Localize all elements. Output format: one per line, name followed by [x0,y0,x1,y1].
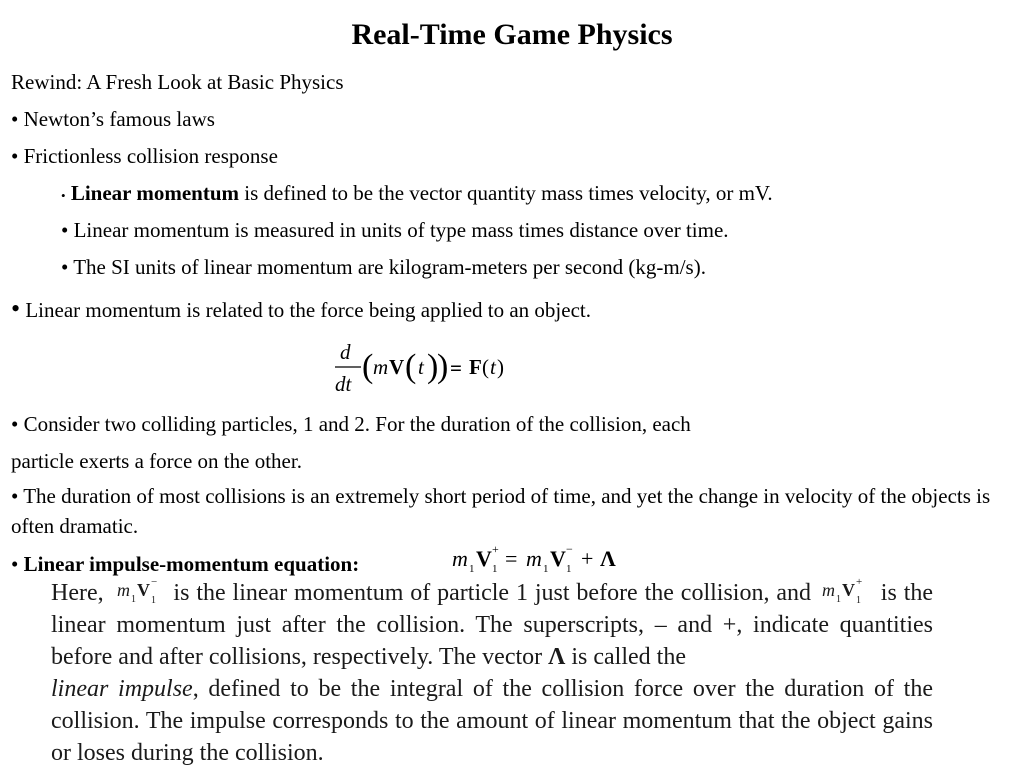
excerpt-part-1: is the linear momentum of particle 1 just before the collision, and [173,580,812,606]
momentum-after-symbol [818,576,874,608]
bullet-frictionless [11,143,278,169]
sub-bullet-momentum-units [61,217,729,243]
bullet-marker: • [11,144,19,168]
svg-text:t: t [418,355,424,379]
momentum-before-symbol [111,576,167,608]
svg-text:(: ( [362,348,374,385]
sub-bullet-si-units [61,254,706,280]
svg-text:1: 1 [492,563,498,575]
bullet-marker: • [61,255,69,279]
excerpt-part-4: , defined to be the integral of the collision force over the duration of the collision. The impulse corresponds to the amount of linear momentum that the object gains or loses during the collision. [51,676,933,766]
svg-text:V: V [389,355,405,379]
bullet-marker: • [61,188,66,203]
bullet-marker: • [11,552,19,576]
linear-momentum-term: Linear momentum [70,181,239,205]
svg-text:F: F [469,355,482,379]
bullet-newton [11,106,215,132]
impulse-momentum-equation [450,542,660,576]
svg-text:1: 1 [130,594,136,605]
bullet-impulse [11,551,359,577]
svg-text:−: − [150,576,157,588]
bullet-colliding-text: Consider two colliding particles, 1 and 2. For the duration of the collision, each [23,412,691,436]
impulse-symbol-inline: Λ [548,644,566,670]
svg-text:d: d [340,340,351,364]
sub-bullet-2-text: Linear momentum is measured in units of type mass times distance over time. [73,218,729,242]
svg-text:(: ( [405,348,417,385]
impulse-symbol: Λ [600,546,616,571]
svg-text:1: 1 [469,563,475,575]
bullet-marker: • [11,294,21,323]
svg-text:m: m [373,355,389,379]
section-heading: Rewind: A Fresh Look at Basic Physics [11,70,344,94]
sub-bullet-momentum-definition [61,180,773,209]
sub-bullet-3-text: The SI units of linear momentum are kilogram-meters per second (kg-m/s). [73,255,706,279]
svg-text:V: V [550,546,566,571]
bullet-force [11,296,591,323]
sub-bullet-1-text: is defined to be the vector quantity mass times velocity, or mV. [239,181,773,205]
svg-text:m: m [116,580,130,600]
momentum-force-equation [334,340,524,400]
svg-text:+: + [855,576,863,588]
linear-impulse-term: linear impulse [51,676,193,702]
svg-text:V: V [476,546,492,571]
bullet-impulse-label: Linear impulse-momentum equation: [23,552,360,576]
svg-text:1: 1 [150,595,156,606]
svg-text:): ) [437,348,449,385]
svg-text:m: m [452,546,468,571]
bullet-duration [11,481,1001,541]
bullet-marker: • [61,218,69,242]
svg-text:(: ( [482,355,489,379]
excerpt-here: Here, [51,580,104,606]
svg-text:=: = [505,546,518,571]
svg-text:): ) [497,355,504,379]
bullet-colliding-continued: particle exerts a force on the other. [11,449,302,473]
svg-text:V: V [136,580,150,600]
svg-text:1: 1 [566,563,572,575]
bullet-colliding [11,406,1001,480]
bullet-force-text: Linear momentum is related to the force being applied to an object. [25,298,591,322]
svg-text:t: t [490,355,496,379]
svg-text:1: 1 [835,594,841,605]
bullet-marker: • [11,107,19,131]
svg-text:): ) [427,348,439,385]
bullet-marker: • [11,484,19,508]
svg-text:−: − [566,542,573,556]
svg-text:=: = [450,356,462,380]
bullet-newton-text: Newton’s famous laws [23,107,215,131]
textbook-excerpt [51,576,933,769]
excerpt-part-3: is called the [571,644,686,670]
svg-text:m: m [821,580,835,600]
excerpt-part-2: is the linear momentum just after the collision. The superscripts, – and +, indicate quantities before and after collisions, respectively. The vector [51,580,934,670]
svg-text:+: + [492,542,499,556]
svg-text:1: 1 [855,595,861,606]
svg-text:V: V [841,580,855,600]
svg-text:1: 1 [543,563,549,575]
svg-text:+: + [581,546,594,571]
bullet-duration-text: The duration of most collisions is an extremely short period of time, and yet the change in velocity of the objects is often dramatic. [11,484,991,538]
svg-text:dt: dt [335,372,352,396]
bullet-frictionless-text: Frictionless collision response [23,144,278,168]
slide-title: Real-Time Game Physics [351,18,673,51]
svg-text:m: m [526,546,542,571]
bullet-marker: • [11,412,19,436]
